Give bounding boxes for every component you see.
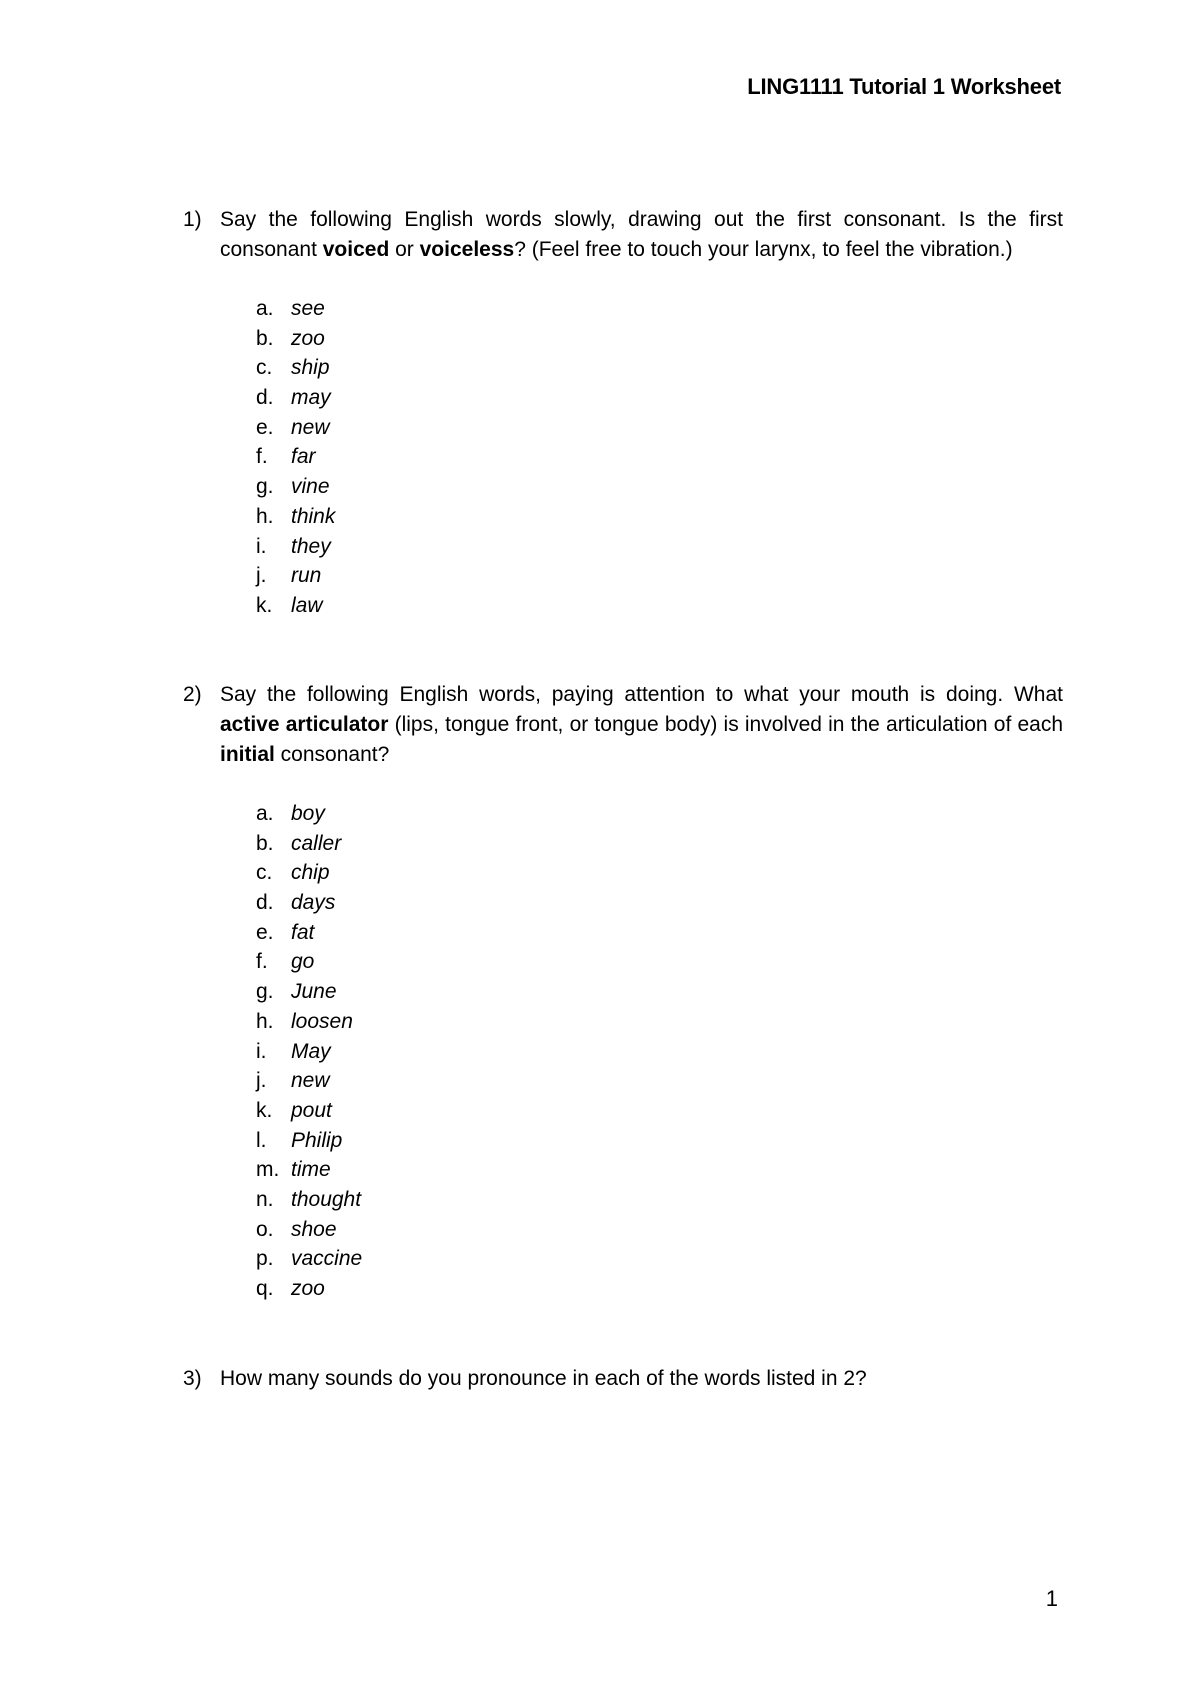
list-item-word: run xyxy=(291,564,322,588)
list-item xyxy=(256,591,335,621)
list-item xyxy=(256,1037,362,1067)
list-item xyxy=(256,324,335,354)
question-2-text-part: (lips, tongue front, or tongue body) is involved in the articulation of each xyxy=(388,713,1063,736)
list-item-letter: a. xyxy=(256,802,274,825)
question-2-word-list xyxy=(256,799,362,1304)
question-3-text: How many sounds do you pronounce in each of the words listed in 2? xyxy=(220,1367,867,1390)
list-item xyxy=(256,977,362,1007)
question-3 xyxy=(183,1364,1063,1394)
list-item-word: Philip xyxy=(291,1128,343,1152)
list-item xyxy=(256,829,362,859)
list-item-letter: i. xyxy=(256,534,267,558)
list-item xyxy=(256,1185,362,1215)
list-item-letter: e. xyxy=(256,415,274,439)
list-item xyxy=(256,1007,362,1037)
list-item-word: time xyxy=(291,1158,331,1182)
list-item-letter: d. xyxy=(256,891,274,915)
list-item xyxy=(256,353,335,383)
list-item xyxy=(256,947,362,977)
list-item xyxy=(256,294,335,324)
question-1-bold-voiceless: voiceless xyxy=(419,238,515,261)
list-item-word: they xyxy=(291,534,331,558)
list-item xyxy=(256,502,335,532)
question-2-bold-initial: initial xyxy=(220,743,275,766)
question-3-number: 3) xyxy=(183,1367,202,1390)
list-item-letter: i. xyxy=(256,1039,267,1063)
list-item-letter: g. xyxy=(256,980,274,1004)
list-item-word: loosen xyxy=(291,1009,353,1033)
question-1-word-list xyxy=(256,294,335,621)
list-item xyxy=(256,1066,362,1096)
list-item xyxy=(256,442,335,472)
question-1-text-part: Say the following English words slowly, drawing out the first consonant. Is the first consonant xyxy=(220,208,1063,261)
list-item-word: chip xyxy=(291,861,330,885)
list-item-word: shoe xyxy=(291,1217,337,1241)
list-item-word: thought xyxy=(291,1187,362,1211)
question-2-text xyxy=(220,680,1063,770)
list-item-word: new xyxy=(291,415,330,439)
list-item xyxy=(256,383,335,413)
list-item-letter: h. xyxy=(256,504,274,528)
list-item-word: zoo xyxy=(291,326,325,350)
list-item xyxy=(256,1126,362,1156)
list-item xyxy=(256,1096,362,1126)
list-item-word: new xyxy=(291,1069,330,1093)
list-item-word: caller xyxy=(291,831,342,855)
question-1-text-part: ? (Feel free to touch your larynx, to feel the vibration.) xyxy=(514,238,1013,261)
list-item-letter: d. xyxy=(256,386,274,410)
list-item-word: may xyxy=(291,386,331,410)
list-item-letter: o. xyxy=(256,1217,274,1241)
list-item-word: days xyxy=(291,891,336,915)
list-item-letter: a. xyxy=(256,297,274,320)
list-item-letter: j. xyxy=(256,1069,267,1093)
list-item xyxy=(256,1155,362,1185)
list-item-word: go xyxy=(291,950,315,974)
list-item xyxy=(256,532,335,562)
list-item-word: vaccine xyxy=(291,1247,363,1271)
question-2-bold-active-articulator: active articulator xyxy=(220,713,389,736)
question-1-text xyxy=(220,205,1063,265)
list-item-letter: f. xyxy=(256,445,268,469)
list-item-letter: j. xyxy=(256,564,267,588)
question-2 xyxy=(183,680,1063,770)
list-item-word: far xyxy=(291,445,316,469)
list-item xyxy=(256,1244,362,1274)
list-item-letter: k. xyxy=(256,1098,273,1122)
list-item-letter: q. xyxy=(256,1277,274,1300)
page-header-title: LING1111 Tutorial 1 Worksheet xyxy=(747,74,1061,99)
list-item-word: May xyxy=(291,1039,331,1063)
list-item-letter: b. xyxy=(256,326,274,350)
list-item-letter: b. xyxy=(256,831,274,855)
list-item-word: law xyxy=(291,593,323,617)
list-item-letter: p. xyxy=(256,1247,274,1271)
list-item-word: fat xyxy=(291,920,315,944)
list-item xyxy=(256,888,362,918)
list-item-letter: f. xyxy=(256,950,268,974)
question-2-text-part: Say the following English words, paying attention to what your mouth is doing. What xyxy=(220,683,1063,706)
list-item-word: boy xyxy=(291,802,325,825)
page-number: 1 xyxy=(1045,1586,1058,1611)
list-item-word: pout xyxy=(291,1098,332,1122)
list-item-letter: e. xyxy=(256,920,274,944)
list-item-word: see xyxy=(291,297,325,320)
question-2-number: 2) xyxy=(183,683,202,706)
list-item xyxy=(256,858,362,888)
list-item-letter: m. xyxy=(256,1158,280,1182)
list-item-letter: n. xyxy=(256,1187,274,1211)
question-1-text-part: or xyxy=(389,238,420,261)
list-item-word: ship xyxy=(291,356,330,380)
list-item xyxy=(256,1215,362,1245)
list-item xyxy=(256,472,335,502)
list-item-letter: g. xyxy=(256,475,274,499)
list-item-letter: k. xyxy=(256,593,273,617)
list-item-letter: c. xyxy=(256,356,273,380)
list-item-word: June xyxy=(291,980,337,1004)
list-item-word: zoo xyxy=(291,1277,325,1300)
list-item xyxy=(256,799,362,829)
question-1-number: 1) xyxy=(183,208,202,231)
list-item xyxy=(256,1274,362,1304)
list-item xyxy=(256,413,335,443)
question-2-text-part: consonant? xyxy=(274,743,390,766)
list-item-letter: c. xyxy=(256,861,273,885)
list-item xyxy=(256,561,335,591)
question-1 xyxy=(183,205,1063,265)
list-item-word: vine xyxy=(291,475,330,499)
list-item-word: think xyxy=(291,504,336,528)
question-1-bold-voiced: voiced xyxy=(322,238,390,261)
list-item-letter: h. xyxy=(256,1009,274,1033)
list-item xyxy=(256,918,362,948)
list-item-letter: l. xyxy=(256,1128,267,1152)
